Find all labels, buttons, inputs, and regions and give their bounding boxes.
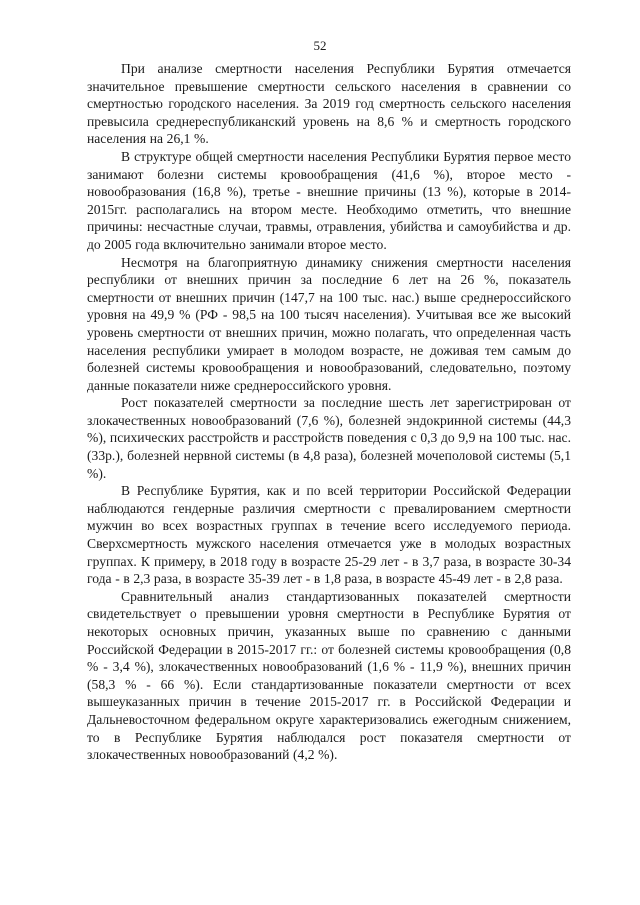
body-text xyxy=(87,60,571,764)
paragraph-6: Сравнительный анализ стандартизованных показателей смертности свидетельствует о превышении уровня смертности в Республике Бурятия от некоторых основных причин, указанных выше по сравнению с данными Российской Федерации в 2015-2017 гг.: от болезней системы кровообращения (0,8 % - 3,4 %), злокачественных новообразований (1,6 % - 11,9 %), внешних причин (58,3 % - 66 %). Если стандартизованные показатели смертности от всех вышеуказанных причин в течение 2015-2017 гг. в Российской Федерации и Дальневосточном федеральном округе характеризовались ежегодным снижением, то в Республике Бурятия наблюдался рост показателя смертности от злокачественных новообразований (4,2 %). xyxy=(87,588,571,763)
paragraph-5: В Республике Бурятия, как и по всей территории Российской Федерации наблюдаются гендерные различия смертности с превалированием смертности мужчин во всех возрастных группах в течение всего исследуемого периода. Сверхсмертность мужского населения отмечается уже в молодых возрастных группах. К примеру, в 2018 году в возрасте 25-29 лет - в 3,7 раза, в возрасте 30-34 года - в 2,3 раза, в возрасте 35-39 лет - в 1,8 раза, в возрасте 45-49 лет - в 2,8 раза. xyxy=(87,483,571,587)
paragraph-1: При анализе смертности населения Республики Бурятия отмечается значительное превышение смертности сельского населения в сравнении со смертностью городского населения. За 2019 год смертность сельского населения превысила среднереспубликанский уровень на 8,6 % и смертность городского населения на 26,1 %. xyxy=(87,61,571,147)
paragraph-2: В структуре общей смертности населения Республики Бурятия первое место занимают болезни системы кровообращения (41,6 %), второе место - новообразования (16,8 %), третье - внешние причины (13 %), которые в 2014-2015гг. располагались на втором месте. Необходимо отметить, что внешние причины: несчастные случаи, травмы, отравления, убийства и самоубийства и др. до 2005 года включительно занимали второе место. xyxy=(87,148,571,252)
page-number: 52 xyxy=(313,38,327,53)
paragraph-4: Рост показателей смертности за последние шесть лет зарегистрирован от злокачественных новообразований (7,6 %), болезней эндокринной системы (44,3 %), психических расстройств и расстройств поведения с 0,3 до 9,9 на 100 тыс. нас. (33р.), болезней нервной системы (в 4,8 раза), болезней мочеполовой системы (5,1 %). xyxy=(87,395,571,481)
paragraph-3: Несмотря на благоприятную динамику снижения смертности населения республики от внешних причин за последние 6 лет на 26 %, показатель смертности от внешних причин (147,7 на 100 тыс. нас.) выше среднероссийского уровня на 49,9 % (РФ - 98,5 на 100 тысяч населения). Учитывая все же высокий уровень смертности от внешних причин, можно полагать, что определенная часть населения республики умирает в молодом возрасте, не доживая тем самым до болезней системы кровообращения и новообразований, следовательно, поэтому данные показатели ниже среднероссийского уровня. xyxy=(87,254,571,393)
